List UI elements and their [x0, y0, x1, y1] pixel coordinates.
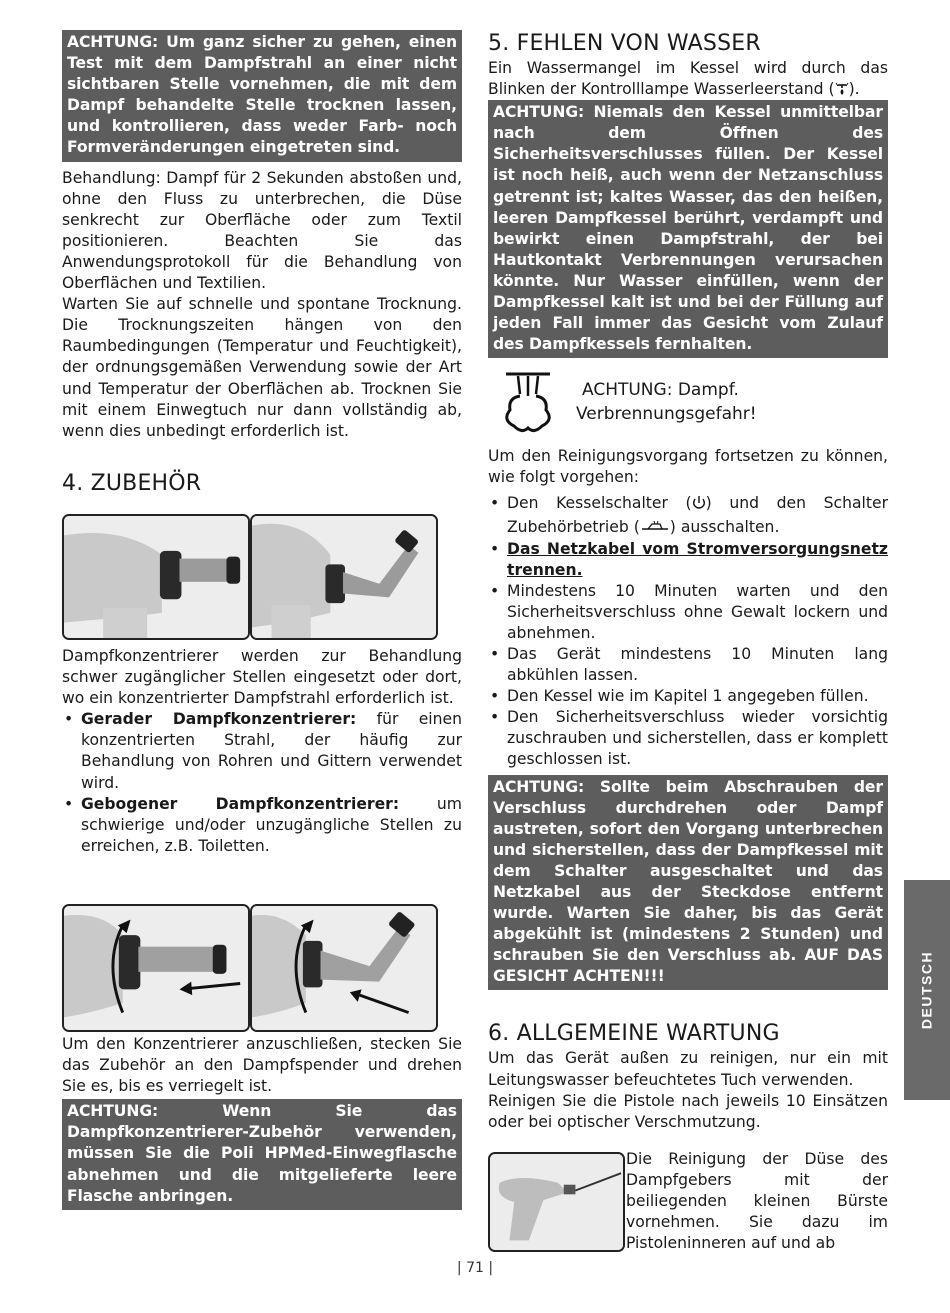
image-straight-concentrator — [62, 514, 250, 640]
accessory-switch-icon — [640, 520, 670, 532]
warning-poli-bottle: ACHTUNG: Wenn Sie das Dampfkonzentrierer-Zubehör verwenden, müssen Sie die Poli HPMed-Einwegflasche abnehmen und die mitgelieferte leere Flasche anbringen. — [62, 1099, 462, 1209]
paragraph-concentrators: Dampfkonzentrierer werden zur Behandlung schwer zugänglicher Stellen eingesetzt oder dort, wo ein konzentrierter Dampfstrahl erforderlich ist. — [62, 647, 462, 708]
accessories-text — [62, 646, 462, 857]
list-item: • Das Gerät mindestens 10 Minuten lang abkühlen lassen. — [488, 644, 888, 686]
paragraph-maint3: Die Reinigung der Düse des Dampfgebers mit der beiliegenden kleinen Bürste vornehmen. Sie dazu im Pistoleninneren auf und ab — [626, 1150, 888, 1253]
image-curved-concentrator — [250, 514, 438, 640]
page-number: | 71 | — [456, 1260, 494, 1276]
paragraph-attach: Um den Konzentrierer anzuschließen, stecken Sie das Zubehör an den Dampfspender und drehen Sie es, bis es verriegelt ist. — [62, 1035, 462, 1096]
left-column — [62, 30, 462, 498]
warning-test-steam: ACHTUNG: Um ganz sicher zu gehen, einen Test mit dem Dampfstrahl an einer nicht sichtbaren Stelle vornehmen, die mit dem Dampf behandelte Stelle trocknen lassen, und kontrollieren, dass weder Farb- noch Formveränderungen eingetreten sind. — [62, 30, 462, 162]
paragraph-treatment: Behandlung: Dampf für 2 Sekunden abstoßen und, ohne den Fluss zu unterbrechen, die Düse senkrecht zur Oberfläche oder zum Textil positionieren. Beachten Sie das Anwendungsprotokoll für die Behandlung von Oberflächen und Textilien. — [62, 168, 462, 293]
boiler-switch-icon — [692, 495, 706, 509]
list-item: • Den Kessel wie im Kapitel 1 angegeben füllen. — [488, 686, 888, 707]
warning-boiler-fill: ACHTUNG: Niemals den Kessel unmittelbar nach dem Öffnen des Sicherheitsverschlusses füllen. Der Kessel ist noch heiß, auch wenn der Netzanschluss getrennt ist; kaltes Wasser, das den heißen, leeren Dampfkessel berührt, verdampft und bewirkt einen Dampfstrahl, der bei Hautkontakt Verbrennungen verursachen könnte. Nur Wasser einfüllen, wenn der Dampfkessel kalt ist und bei der Füllung auf jeden Fall immer das Gesicht vom Zulauf des Dampfkessels fernhalten. — [488, 100, 888, 358]
language-tab: DEUTSCH — [904, 880, 950, 1100]
paragraph-maint1: Um das Gerät außen zu reinigen, nur ein mit Leitungswasser befeuchtetes Tuch verwenden. — [488, 1049, 888, 1089]
warning-cap: ACHTUNG: Sollte beim Abschrauben der Verschluss durchdrehen oder Dampf austreten, sofort den Vorgang unterbrechen und sicherstellen, dass der Dampfkessel mit dem Schalter ausgeschaltet und das Netzkabel aus der Steckdose entfernt wurde. Warten Sie daher, bis das Gerät abgekühlt ist (mindestens 2 Stunden) und schrauben Sie den Verschluss ab. AUF DAS GESICHT ACHTEN!!! — [488, 775, 888, 991]
heading-maintenance: 6. ALLGEMEINE WARTUNG — [488, 1021, 780, 1047]
list-item: • Den Sicherheitsverschluss wieder vorsichtig zuschrauben und sicherstellen, dass er komplett geschlossen ist. — [488, 707, 888, 770]
image-attach-curved — [250, 904, 438, 1032]
list-item: • Gerader Dampfkonzentrierer: für einen konzentrierten Strahl, der häufig zur Behandlung von Rohren und Gittern verwendet wird. — [62, 709, 462, 793]
concentrator-list — [62, 709, 462, 857]
heading-missing-water: 5. FEHLEN VON WASSER — [488, 31, 761, 56]
image-attach-straight — [62, 904, 250, 1032]
heading-accessories: 4. ZUBEHÖR — [62, 470, 202, 496]
right-column — [488, 30, 888, 1133]
list-item: • Mindestens 10 Minuten warten und den Sicherheitsverschluss ohne Gewalt lockern und abnehmen. — [488, 581, 888, 644]
list-item: • Das Netzkabel vom Stromversorgungsnetz trennen. — [488, 539, 888, 581]
attach-section — [62, 1034, 462, 1210]
paragraph-continue: Um den Reinigungsvorgang fortsetzen zu können, wie folgt vorgehen: — [488, 447, 888, 487]
paragraph-drying: Warten Sie auf schnelle und spontane Trocknung. Die Trocknungszeiten hängen von den Raumbedingungen (Temperatur und Feuchtigkeit), der ordnungsgemäßen Verwendung sowie der Art und Temperatur der Oberflächen ab. Trocknen Sie mit einem Einwegtuch nur dann vollständig ab, wenn dies unbedingt erforderlich ist. — [62, 295, 462, 440]
steam-warning-block — [488, 366, 888, 446]
steam-hazard-icon — [498, 370, 558, 434]
procedure-list — [488, 491, 888, 771]
paragraph-missing-water: Ein Wassermangel im Kessel wird durch das Blinken der Kontrolllampe Wasserleerstand ( ). — [488, 59, 888, 99]
no-water-icon — [835, 82, 849, 96]
paragraph-maint2: Reinigen Sie die Pistole nach jeweils 10 Einsätzen oder bei optischer Verschmutzung. — [488, 1091, 888, 1131]
image-pistol-cleaning — [488, 1152, 625, 1252]
steam-warning-text: ACHTUNG: Dampf. Verbrennungsgefahr! — [576, 380, 757, 425]
list-item: • Gebogener Dampfkonzentrierer: um schwierige und/oder unzugängliche Stellen zu erreichen, z.B. Toiletten. — [62, 794, 462, 857]
list-item: • Den Kesselschalter ( ) und den Schalter Zubehörbetrieb ( ) ausschalten. — [488, 491, 888, 539]
